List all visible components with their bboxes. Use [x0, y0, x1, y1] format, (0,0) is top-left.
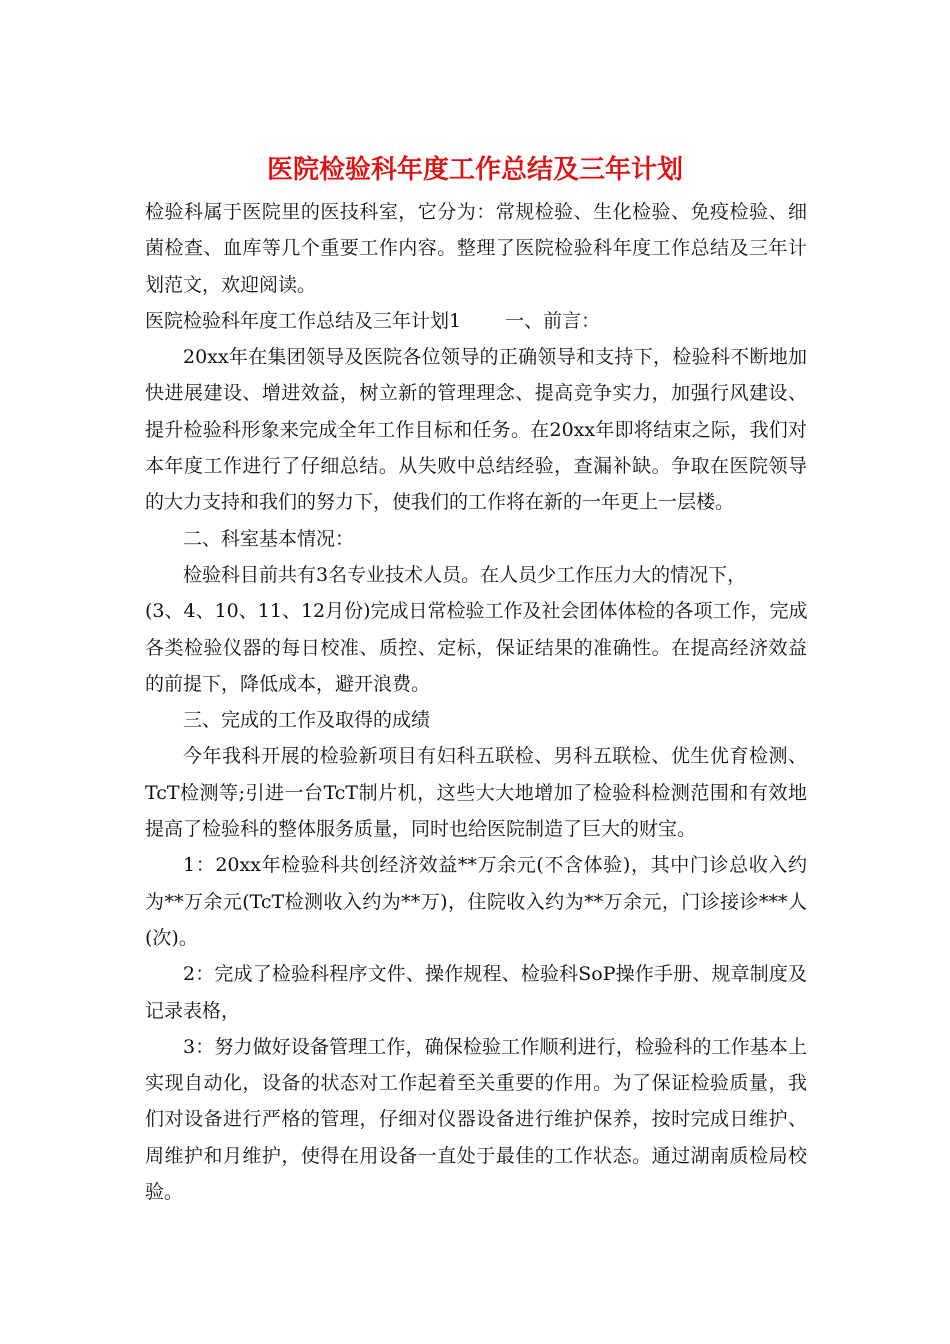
- paragraph-line: TcT检测等;引进一台TcT制片机，这些大大地增加了检验科检测范围和有效地: [145, 781, 807, 804]
- paragraph-line: 划范文，欢迎阅读。: [145, 273, 317, 296]
- paragraph-line: 记录表格，: [145, 999, 241, 1022]
- paragraph-line: 1：20xx年检验科共创经济效益**万余元(不含体验)，其中门诊总收入约: [183, 854, 807, 877]
- paragraph-line: 2：完成了检验科程序文件、操作规程、检验科SoP操作手册、规章制度及: [183, 963, 807, 986]
- paragraph-line: 各类检验仪器的每日校准、质控、定标，保证结果的准确性。在提高经济效益: [145, 636, 807, 659]
- paragraph-line: 周维护和月维护，使得在用设备一直处于最佳的工作状态。通过湖南质检局校: [145, 1144, 807, 1167]
- paragraph-line: 快进展建设、增进效益，树立新的管理理念、提高竞争实力，加强行风建设、: [145, 382, 807, 405]
- paragraph-line: 实现自动化，设备的状态对工作起着至关重要的作用。为了保证检验质量，我: [145, 1072, 807, 1095]
- paragraph-line: 验。: [145, 1181, 184, 1204]
- paragraph-line: 的前提下，降低成本，避开浪费。: [145, 672, 431, 695]
- paragraph-line: 检验科目前共有3名专业技术人员。在人员少工作压力大的情况下，: [183, 563, 747, 586]
- paragraph-line: 检验科属于医院里的医技科室，它分为：常规检验、生化检验、免疫检验、细: [145, 201, 807, 223]
- paragraph-line: 3：努力做好设备管理工作，确保检验工作顺利进行，检验科的工作基本上: [183, 1035, 807, 1058]
- document-title: 医院检验科年度工作总结及三年计划: [266, 155, 683, 185]
- paragraph-line: (次)。: [145, 926, 198, 949]
- paragraph-line: 医院检验科年度工作总结及三年计划1 一、前言：: [145, 309, 601, 332]
- paragraph-line: 的大力支持和我们的努力下，使我们的工作将在新的一年更上一层楼。: [145, 491, 735, 514]
- paragraph-line: 们对设备进行严格的管理，仔细对仪器设备进行维护保养，按时完成日维护、: [145, 1108, 807, 1131]
- paragraph-line: 今年我科开展的检验新项目有妇科五联检、男科五联检、优生优育检测、: [183, 745, 807, 768]
- paragraph-line: 菌检查、血库等几个重要工作内容。整理了医院检验科年度工作总结及三年计: [145, 237, 807, 260]
- document-body: [145, 194, 807, 1210]
- paragraph-line: (3、4、10、11、12月份)完成日常检验工作及社会团体体检的各项工作，完成: [145, 600, 808, 623]
- paragraph-line: 三、完成的工作及取得的成绩: [183, 709, 431, 732]
- paragraph-line: 20xx年在集团领导及医院各位领导的正确领导和支持下，检验科不断地加: [183, 346, 807, 369]
- paragraph-line: 本年度工作进行了仔细总结。从失败中总结经验，查漏补缺。争取在医院领导: [145, 455, 807, 478]
- paragraph-line: 提升检验科形象来完成全年工作目标和任务。在20xx年即将结束之际，我们对: [145, 418, 807, 441]
- paragraph-line: 二、科室基本情况：: [183, 527, 355, 550]
- paragraph-line: 为**万余元(TcT检测收入约为**万)，住院收入约为**万余元，门诊接诊***人: [145, 890, 807, 913]
- paragraph-line: 提高了检验科的整体服务质量，同时也给医院制造了巨大的财宝。: [145, 818, 697, 841]
